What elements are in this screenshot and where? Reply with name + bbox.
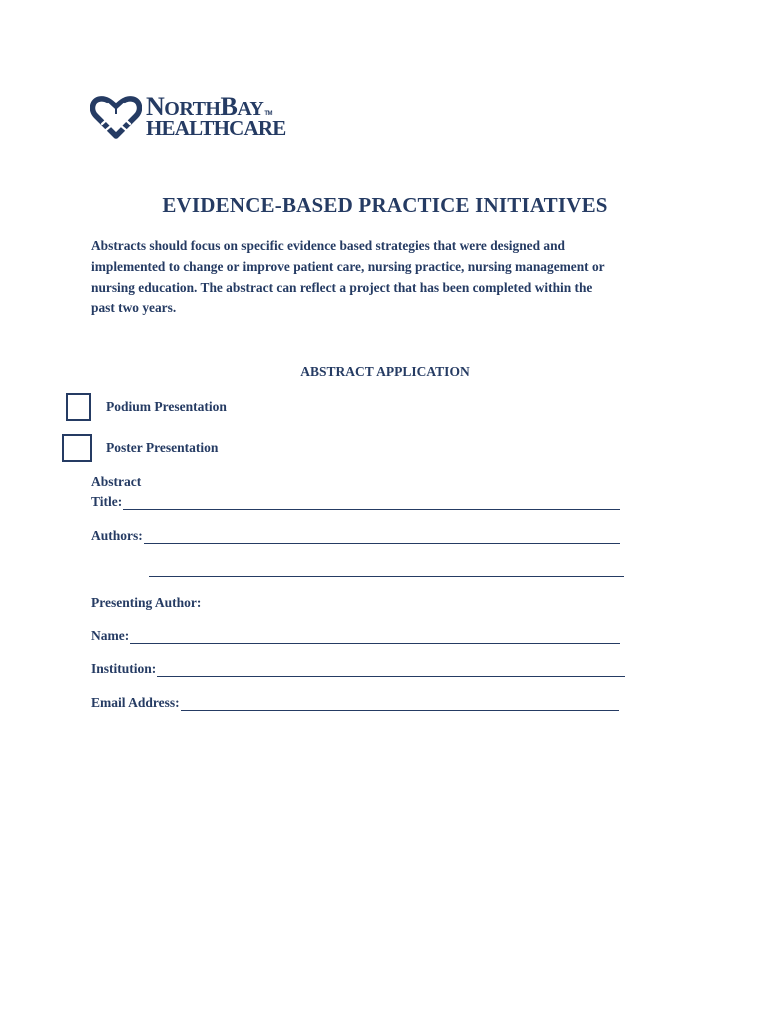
institution-field[interactable] (91, 661, 625, 677)
authors-label: Authors: (91, 528, 143, 543)
intro-paragraph (91, 236, 691, 319)
page-title: EVIDENCE-BASED PRACTICE INITIATIVES (162, 193, 608, 217)
authors-input-line-2[interactable] (149, 563, 624, 577)
poster-presentation-checkbox[interactable] (62, 434, 92, 462)
authors-field[interactable] (91, 528, 620, 544)
intro-line: Abstracts should focus on specific evidence based strategies that were designed and (91, 238, 565, 253)
intro-line: implemented to change or improve patient care, nursing practice, nursing management or (91, 258, 605, 274)
logo-healthcare-text: HEALTHCARE (146, 116, 286, 140)
podium-presentation-checkbox[interactable] (66, 393, 91, 421)
poster-presentation-label: Poster Presentation (106, 440, 219, 455)
title-input-line[interactable] (123, 496, 620, 510)
authors-field-continued[interactable] (148, 563, 624, 577)
logo-letters-orth: ORTH (164, 98, 221, 120)
title-label: Title: (91, 494, 123, 509)
intro-line: nursing education. The abstract can reflect a project that has been completed within the (91, 279, 593, 295)
abstract-label (91, 474, 141, 490)
intro-line: past two years. (91, 300, 177, 316)
email-label: Email Address: (91, 695, 180, 710)
institution-label: Institution: (91, 661, 157, 676)
abstract-title-field[interactable] (91, 494, 620, 510)
logo-letter-b: B (220, 92, 238, 121)
email-input-line[interactable] (181, 697, 619, 711)
trademark-mark: TM (264, 111, 273, 117)
podium-presentation-label: Podium Presentation (106, 399, 227, 414)
name-label: Name: (91, 628, 130, 643)
email-field[interactable] (91, 695, 619, 711)
northbay-healthcare-logo (90, 94, 285, 140)
presenting-author-label: Presenting Author: (91, 595, 202, 610)
logo-letter-n: N (146, 92, 165, 121)
northbay-heart-knot-icon (90, 94, 142, 140)
name-field[interactable] (91, 628, 620, 644)
name-input-line[interactable] (130, 630, 620, 644)
institution-input-line[interactable] (157, 663, 625, 677)
abstract-label-text: Abstract (91, 474, 142, 489)
section-heading: ABSTRACT APPLICATION (300, 364, 470, 379)
authors-input-line[interactable] (144, 530, 620, 544)
presenting-author-heading (91, 595, 201, 611)
logo-letters-ay: AY (237, 98, 264, 120)
